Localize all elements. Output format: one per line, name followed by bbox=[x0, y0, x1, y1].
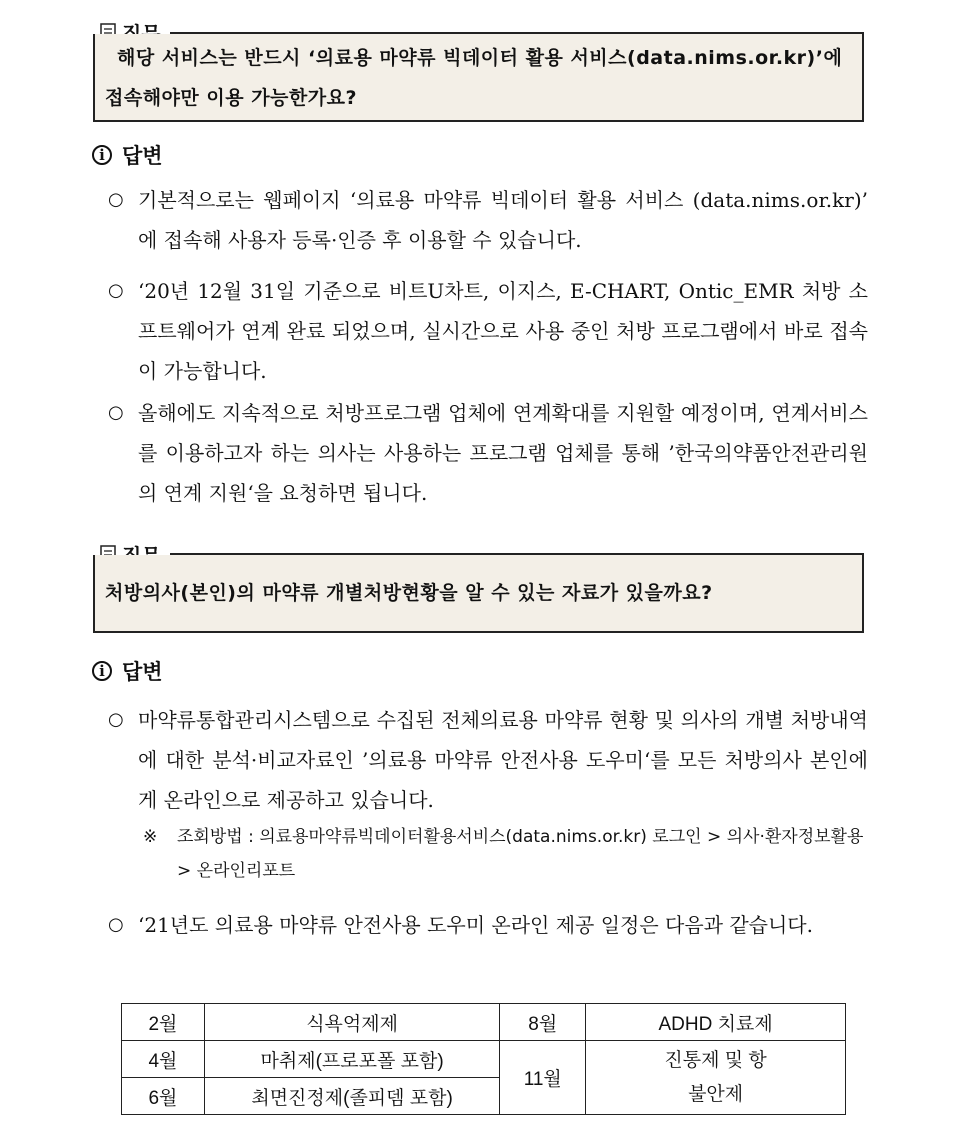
bullet-mark: ○ bbox=[108, 709, 124, 730]
item-cell: 최면진정제(졸피뎀 포함) bbox=[204, 1078, 499, 1115]
answer-heading bbox=[92, 140, 163, 170]
item-cell: ADHD 치료제 bbox=[586, 1004, 846, 1041]
note-text: 조회방법 : 의료용마약류빅데이터활용서비스(data.nims.or.kr) 로그인 > 의사·환자정보활용 > 온라인리포트 bbox=[177, 827, 864, 881]
answer-label: 답변 bbox=[122, 660, 163, 684]
item-cell: 마취제(프로포폴 포함) bbox=[204, 1041, 499, 1078]
bullet-mark: ○ bbox=[108, 280, 124, 301]
month-cell: 8월 bbox=[500, 1004, 586, 1041]
answer-text: 올해에도 지속적으로 처방프로그램 업체에 연계확대를 지원할 예정이며, 연계서비스를 이용하고자 하는 의사는 사용하는 프로그램 업체를 통해 ’한국의약품안전관리원의 연계 지원‘을 요청하면 됩니다. bbox=[138, 401, 868, 505]
answer-text: ‘20년 12월 31일 기준으로 비트U차트, 이지스, E-CHART, Ontic_EMR 처방 소프트웨어가 연계 완료 되었으며, 실시간으로 사용 중인 처방 프로그램에서 바로 접속이 가능합니다. bbox=[138, 279, 868, 383]
list-item bbox=[108, 180, 868, 260]
question-box bbox=[93, 34, 864, 122]
month-cell: 6월 bbox=[122, 1078, 205, 1115]
info-icon: i bbox=[92, 145, 112, 165]
table-row bbox=[122, 1004, 846, 1041]
answer-text: 마약류통합관리시스템으로 수집된 전체의료용 마약류 현황 및 의사의 개별 처방내역에 대한 분석·비교자료인 ’의료용 마약류 안전사용 도우미‘를 모든 처방의사 본인에게 온라인으로 제공하고 있습니다. bbox=[138, 708, 868, 812]
info-icon: i bbox=[92, 661, 112, 681]
month-cell: 2월 bbox=[122, 1004, 205, 1041]
month-cell: 4월 bbox=[122, 1041, 205, 1078]
list-item bbox=[108, 393, 868, 513]
list-item bbox=[108, 271, 868, 391]
question-text: 해당 서비스는 반드시 ‘의료용 마약류 빅데이터 활용 서비스(data.nims.or.kr)’에 접속해야만 이용 가능한가요? bbox=[105, 47, 843, 109]
answer-heading bbox=[92, 656, 163, 686]
item-cell: 진통제 및 항불안제 bbox=[586, 1041, 846, 1115]
answer-label: 답변 bbox=[122, 144, 163, 168]
bullet-mark: ○ bbox=[108, 402, 124, 423]
lookup-note bbox=[143, 820, 868, 888]
table-row bbox=[122, 1041, 846, 1078]
bullet-mark: ○ bbox=[108, 914, 124, 935]
question-box bbox=[93, 555, 864, 633]
month-cell: 11월 bbox=[500, 1041, 586, 1115]
answer-text: 기본적으로는 웹페이지 ‘의료용 마약류 빅데이터 활용 서비스 (data.nims.or.kr)’ 에 접속해 사용자 등록·인증 후 이용할 수 있습니다. bbox=[138, 188, 868, 252]
question-text: 처방의사(본인)의 마약류 개별처방현황을 알 수 있는 자료가 있을까요? bbox=[105, 582, 713, 604]
list-item bbox=[108, 905, 868, 945]
note-mark: ※ bbox=[143, 827, 158, 847]
schedule-table bbox=[121, 1003, 846, 1115]
list-item bbox=[108, 700, 868, 820]
item-cell: 식욕억제제 bbox=[204, 1004, 499, 1041]
answer-text: ‘21년도 의료용 마약류 안전사용 도우미 온라인 제공 일정은 다음과 같습니다. bbox=[138, 913, 813, 937]
bullet-mark: ○ bbox=[108, 189, 124, 210]
